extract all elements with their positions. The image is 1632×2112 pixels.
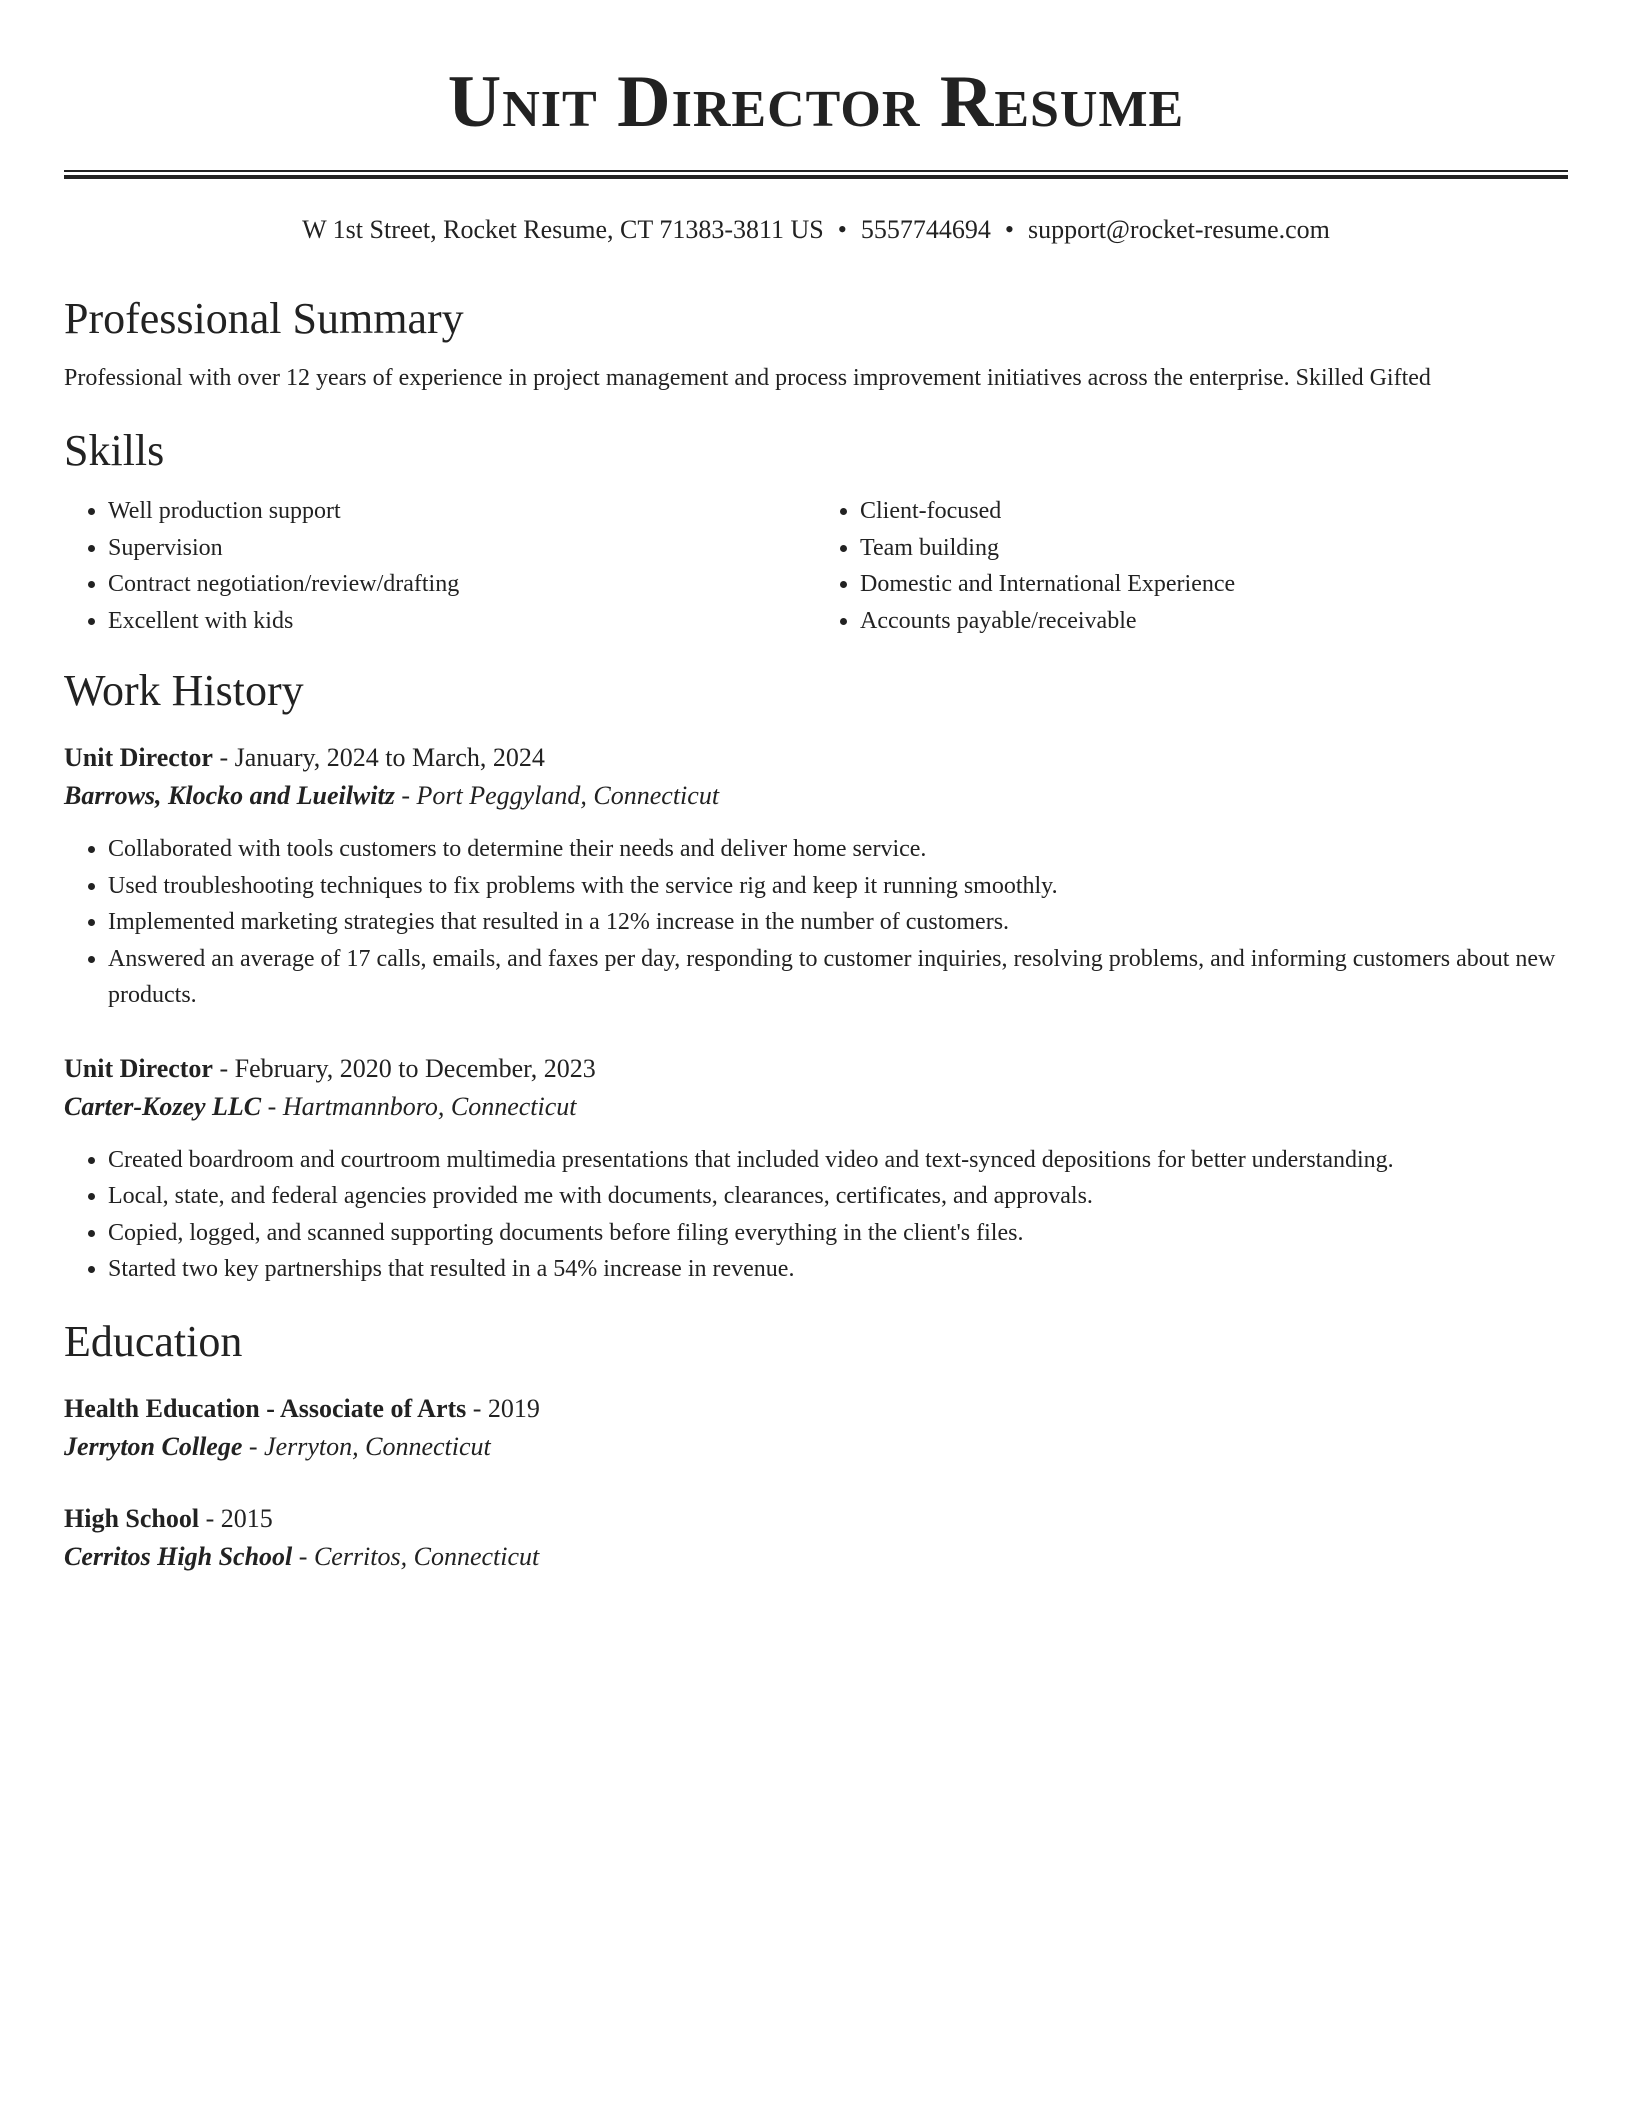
- job-bullet: • Used troubleshooting techniques to fix problems with the service rig and keep it running smoothly.: [108, 868, 1568, 905]
- job-bullet: • Copied, logged, and scanned supporting documents before filing everything in the client's files.: [108, 1215, 1568, 1252]
- job-company-line: [64, 1088, 1568, 1126]
- education-entry: [64, 1500, 1568, 1576]
- skills-heading: Skills: [64, 426, 165, 475]
- job-company: Carter-Kozey LLC: [64, 1091, 262, 1121]
- job-location: - Hartmannboro, Connecticut: [261, 1091, 577, 1121]
- skills-column-left: [64, 493, 816, 639]
- title-divider: [64, 170, 1568, 179]
- education-degree-line: [64, 1390, 1568, 1428]
- resume-title: Unit Director Resume: [447, 61, 1185, 143]
- job-dates: - February, 2020 to December, 2023: [212, 1053, 596, 1083]
- job-bullet: • Collaborated with tools customers to determine their needs and deliver home service.: [108, 831, 1568, 868]
- skill-item: • Accounts payable/receivable: [860, 603, 1568, 640]
- job-company: Barrows, Klocko and Lueilwitz: [64, 781, 395, 810]
- education-location: - Jerryton, Connecticut: [242, 1431, 491, 1461]
- job-bullet: • Implemented marketing strategies that resulted in a 12% increase in the number of customers.: [108, 904, 1568, 941]
- job-bullet: • Started two key partnerships that resulted in a 54% increase in revenue.: [108, 1251, 1568, 1288]
- education-degree: High School: [64, 1503, 200, 1533]
- job-entry: [64, 1050, 1568, 1288]
- skill-item: • Supervision: [108, 530, 816, 567]
- job-bullets: [64, 1142, 1568, 1288]
- skill-item: • Client-focused: [860, 493, 1568, 530]
- summary-text: Professional with over 12 years of experience in project management and process improvement initiatives across the enterprise. Skilled Gifted: [64, 365, 1431, 391]
- skills-column-right: [816, 493, 1568, 639]
- education-degree-line: [64, 1500, 1568, 1538]
- education-degree: Health Education - Associate of Arts: [64, 1393, 467, 1423]
- job-role: Unit Director: [64, 1053, 213, 1083]
- skills-list: [64, 493, 1568, 639]
- contact-email: support@rocket-resume.com: [1027, 215, 1330, 244]
- job-dates: - January, 2024 to March, 2024: [212, 743, 545, 772]
- job-bullets: [64, 831, 1568, 1014]
- job-bullet: • Local, state, and federal agencies provided me with documents, clearances, certificates, and approvals.: [108, 1178, 1568, 1215]
- skill-item: • Well production support: [108, 493, 816, 530]
- skill-item: • Domestic and International Experience: [860, 566, 1568, 603]
- job-title-line: [64, 1050, 1568, 1088]
- contact-phone: 5557744694: [860, 215, 991, 244]
- contact-separator: •: [837, 215, 847, 244]
- education-year: - 2019: [466, 1393, 540, 1423]
- job-entry: [64, 739, 1568, 1014]
- contact-address: W 1st Street, Rocket Resume, CT 71383-3811 US: [302, 215, 824, 244]
- contact-line: [64, 213, 1568, 247]
- skill-item: • Team building: [860, 530, 1568, 567]
- education-year: - 2015: [199, 1503, 273, 1533]
- job-company-line: [64, 777, 1568, 815]
- job-role: Unit Director: [64, 743, 213, 772]
- education-school: Cerritos High School: [64, 1541, 293, 1571]
- skill-item: • Contract negotiation/review/drafting: [108, 566, 816, 603]
- education-heading: Education: [64, 1316, 243, 1366]
- contact-separator: •: [1004, 215, 1014, 244]
- job-bullet: • Answered an average of 17 calls, emails, and faxes per day, responding to customer inquiries, resolving problems, and informing customers about new products.: [108, 941, 1568, 1014]
- job-title-line: [64, 739, 1568, 777]
- job-bullet: • Created boardroom and courtroom multimedia presentations that included video and text-synced depositions for better understanding.: [108, 1142, 1568, 1179]
- education-school: Jerryton College: [64, 1431, 243, 1461]
- work-history-heading: Work History: [64, 666, 304, 715]
- education-location: - Cerritos, Connecticut: [292, 1541, 540, 1571]
- education-entry: [64, 1390, 1568, 1466]
- job-location: - Port Peggyland, Connecticut: [394, 781, 720, 810]
- summary-heading: Professional Summary: [64, 294, 464, 343]
- education-school-line: [64, 1428, 1568, 1466]
- education-school-line: [64, 1538, 1568, 1576]
- skill-item: • Excellent with kids: [108, 603, 816, 640]
